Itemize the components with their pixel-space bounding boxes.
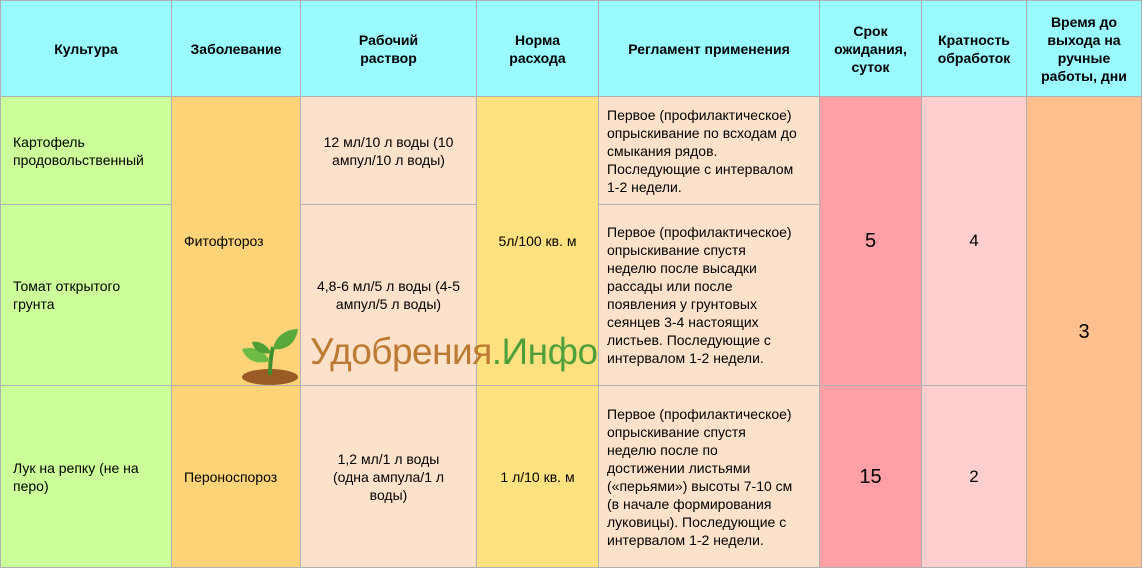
schedule-cell: Первое (профилактическое) опрыскивание спустя неделю после высадки рассады или после появления у грунтовых сеянцев 3-4 настоящих листьев. Последующие с интервалом 1-2 недели.: [599, 205, 820, 386]
watermark-part1: Удобрения: [310, 331, 492, 372]
waiting-cell: 15: [820, 386, 922, 568]
header-culture: Культура: [1, 1, 172, 97]
culture-cell: Томат открытого грунта: [1, 205, 172, 386]
multiplicity-cell: 4: [922, 97, 1027, 386]
culture-cell: Лук на репку (не на перо): [1, 386, 172, 568]
table-row: [1, 97, 1142, 205]
multiplicity-cell: 2: [922, 386, 1027, 568]
header-waiting: Срок ожидания, суток: [820, 1, 922, 97]
reentry-cell: 3: [1027, 97, 1142, 568]
header-disease: Заболевание: [172, 1, 301, 97]
header-schedule: Регламент применения: [599, 1, 820, 97]
solution-cell: 12 мл/10 л воды (10 ампул/10 л воды): [301, 97, 477, 205]
schedule-cell: Первое (профилактическое) опрыскивание спустя неделю после по достижении листьями («перьями») высоты 7-10 см (в начале формирования луковицы). Последующие с интервалом 1-2 недели.: [599, 386, 820, 568]
rate-cell: 1 л/10 кв. м: [477, 386, 599, 568]
rate-cell: 5л/100 кв. м: [477, 97, 599, 386]
solution-cell: 1,2 мл/1 л воды (одна ампула/1 л воды): [301, 386, 477, 568]
watermark-part2: Инфо: [501, 331, 598, 372]
solution-cell: 4,8-6 мл/5 л воды (4-5 ампул/5 л воды): [301, 205, 477, 386]
disease-cell: Пероноспороз: [172, 386, 301, 568]
header-rate: Норма расхода: [477, 1, 599, 97]
watermark-dot: .: [491, 331, 502, 372]
header-row: [1, 1, 1142, 97]
schedule-cell: Первое (профилактическое) опрыскивание по всходам до смыкания рядов. Последующие с интервалом 1-2 недели.: [599, 97, 820, 205]
header-reentry: Время до выхода на ручные работы, дни: [1027, 1, 1142, 97]
culture-cell: Картофель продовольственный: [1, 97, 172, 205]
header-solution: Рабочий раствор: [301, 1, 477, 97]
header-multiplicity: Кратность обработок: [922, 1, 1027, 97]
table-row: [1, 386, 1142, 568]
disease-cell: Фитофтороз: [172, 97, 301, 386]
waiting-cell: 5: [820, 97, 922, 386]
